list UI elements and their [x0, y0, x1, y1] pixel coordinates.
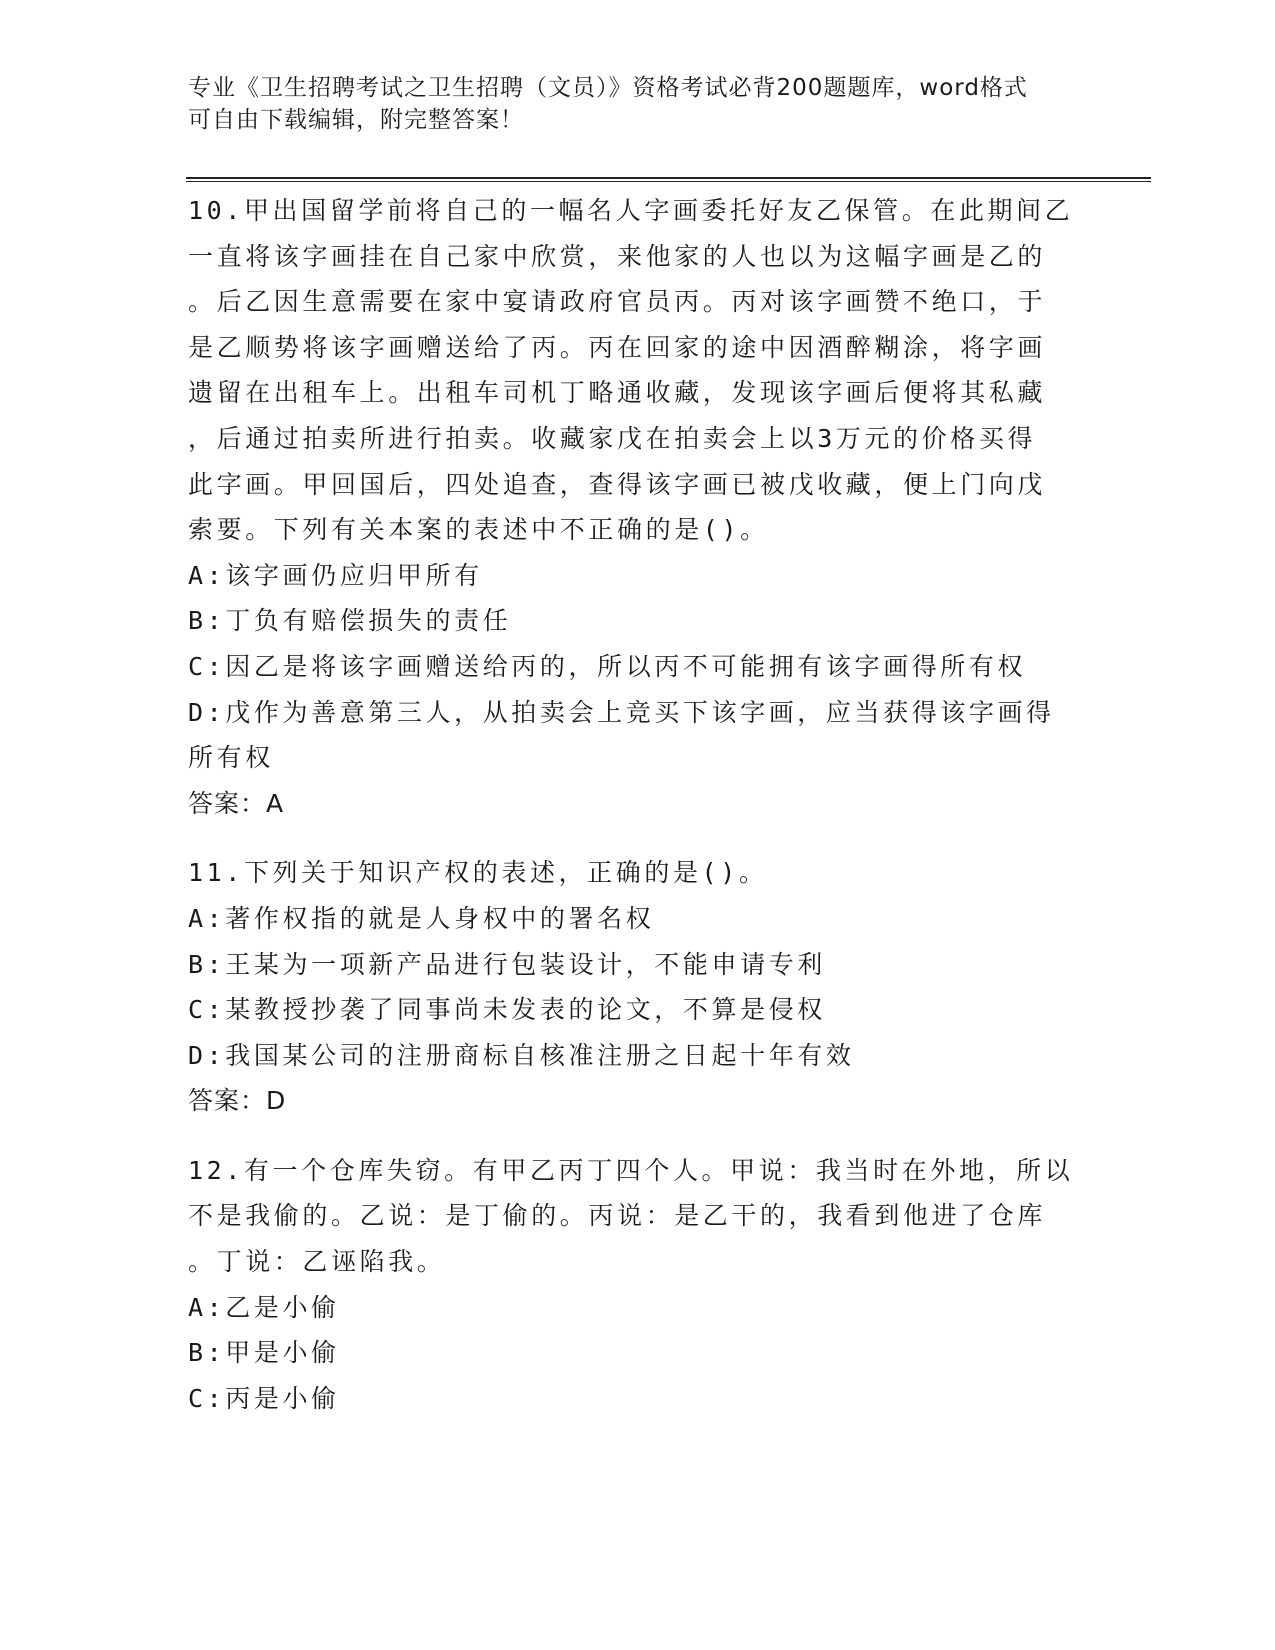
question-text-line: 此字画。甲回国后，四处追查，查得该字画已被戊收藏，便上门向戊: [188, 469, 1047, 499]
answer-label: 答案：: [188, 1086, 267, 1116]
option-d: D:我国某公司的注册商标自核准注册之日起十年有效: [188, 1040, 855, 1070]
question-text-line: 。后乙因生意需要在家中宴请政府官员丙。丙对该字画赞不绝口，于: [188, 287, 1047, 317]
header-divider-thin: [186, 181, 1151, 182]
question-list: [188, 188, 1088, 1445]
question-text-line: ，后通过拍卖所进行拍卖。收藏家戊在拍卖会上以3万元的价格买得: [188, 423, 1037, 453]
header-divider: [186, 177, 1151, 179]
header-line: 可自由下载编辑，附完整答案！: [188, 107, 524, 133]
question-text-line: 12.有一个仓库失窃。有甲乙丙丁四个人。甲说：我当时在外地，所以: [188, 1155, 1074, 1185]
question-text-line: 是乙顺势将该字画赠送给了丙。丙在回家的途中因酒醉糊涂，将字画: [188, 332, 1047, 362]
answer-label: 答案：: [188, 788, 267, 818]
option-c: C:因乙是将该字画赠送给丙的，所以丙不可能拥有该字画得所有权: [188, 651, 1027, 681]
option-a: A:著作权指的就是人身权中的署名权: [188, 903, 655, 933]
answer: [188, 781, 1088, 827]
option-b: B:丁负有赔偿损失的责任: [188, 606, 512, 636]
option-d: D:戊作为善意第三人，从拍卖会上竞买下该字画，应当获得该字画得: [188, 697, 1055, 727]
question-11: [188, 850, 1088, 1124]
option-b: B:王某为一项新产品进行包装设计，不能申请专利: [188, 949, 826, 979]
answer-value: D: [266, 1086, 287, 1116]
option-a: A:该字画仍应归甲所有: [188, 560, 483, 590]
option-c: C:丙是小偷: [188, 1383, 340, 1413]
answer: [188, 1078, 1088, 1124]
question-12: [188, 1148, 1088, 1422]
document-header: [188, 72, 1088, 136]
question-text-line: 一直将该字画挂在自己家中欣赏，来他家的人也以为这幅字画是乙的: [188, 241, 1047, 271]
question-text-line: 遗留在出租车上。出租车司机丁略通收藏，发现该字画后便将其私藏: [188, 378, 1047, 408]
question-10: [188, 188, 1088, 826]
header-line: 专业《卫生招聘考试之卫生招聘（文员）》资格考试必背200题题库，word格式: [188, 75, 1028, 101]
question-text-line: 。丁说：乙诬陷我。: [188, 1247, 446, 1277]
option-d-continued: 所有权: [188, 743, 274, 773]
option-c: C:某教授抄袭了同事尚未发表的论文，不算是侵权: [188, 995, 826, 1025]
answer-value: A: [266, 788, 285, 818]
option-a: A:乙是小偷: [188, 1292, 340, 1322]
question-text-line: 索要。下列有关本案的表述中不正确的是()。: [188, 515, 769, 545]
question-text-line: 10.甲出国留学前将自己的一幅名人字画委托好友乙保管。在此期间乙: [188, 196, 1074, 225]
option-b: B:甲是小偷: [188, 1338, 340, 1368]
question-text-line: 不是我偷的。乙说：是丁偷的。丙说：是乙干的，我看到他进了仓库: [188, 1201, 1047, 1231]
question-text-line: 11.下列关于知识产权的表述，正确的是()。: [188, 858, 768, 888]
